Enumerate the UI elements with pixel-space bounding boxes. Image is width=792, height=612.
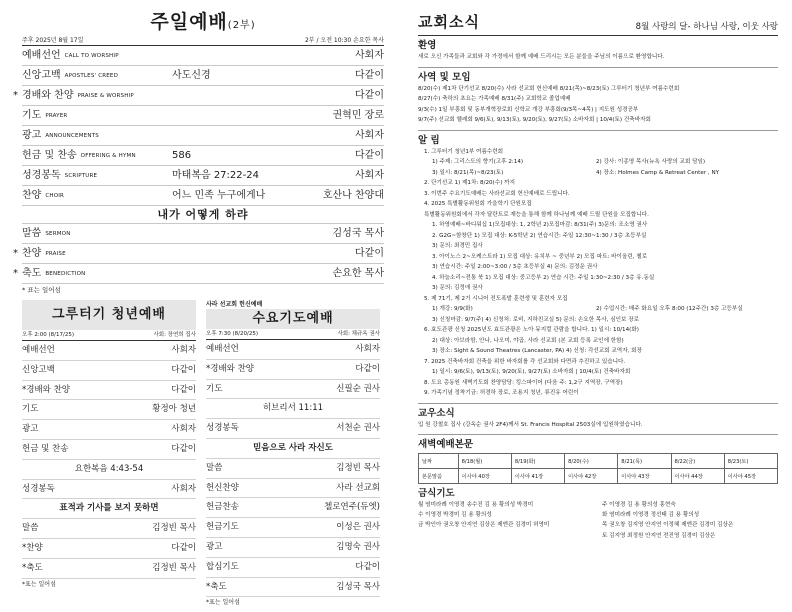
events-section — [418, 71, 778, 126]
notice-detail: 2) 강사: 이종영 목사(뉴욕 사랑의 교회 담임) — [596, 159, 706, 165]
service-item: 말씀 — [22, 523, 39, 534]
service-leader: 사라 선교회 — [336, 482, 380, 493]
service-item: *경배와 찬양 — [206, 363, 255, 374]
wed-footnote: *표는 일어섬 — [206, 599, 240, 607]
order-item-english: SCRIPTURE — [64, 173, 98, 179]
standing-marker: * — [13, 90, 18, 101]
dawn-date-cell: 8/22(금) — [671, 454, 724, 469]
service-item: 기도 — [22, 404, 39, 415]
service-item: 합심기도 — [206, 561, 239, 572]
service-leader: 황정아 청년 — [152, 404, 196, 415]
service-item: 헌금 및 찬송 — [22, 443, 69, 454]
service-item: 말씀 — [206, 462, 223, 473]
divider — [418, 67, 778, 68]
service-leader: 첼로연주(듀엣) — [324, 502, 380, 513]
dawn-section — [418, 438, 778, 484]
order-item-english: PRAYER — [45, 113, 68, 119]
standing-footnote: * 표는 일어섬 — [22, 286, 61, 294]
order-item-english: PRAISE — [45, 251, 66, 257]
service-item: 성경봉독 — [206, 423, 239, 434]
youth-time: 오후 2:00 (8/17/25) — [22, 332, 74, 338]
wed-time: 오후 7:30 (8/20/25) — [206, 331, 258, 337]
order-item-english: SERMON — [45, 231, 71, 237]
service-leader: 서천순 권사 — [336, 423, 380, 434]
dawn-text-cell: 이사야 41장 — [511, 469, 564, 484]
wed-leader: 사회: 채규옥 권사 — [337, 331, 380, 337]
youth-service — [22, 300, 196, 590]
scripture-reference — [206, 399, 380, 419]
service-item: 신앙고백 — [22, 364, 55, 375]
order-of-worship — [13, 46, 384, 206]
order-item-name: 축도 — [22, 268, 42, 279]
service-item: 성경봉독 — [22, 483, 55, 494]
order-row — [22, 46, 384, 66]
service-row — [22, 480, 196, 500]
service-leader: 다같이 — [171, 364, 196, 375]
service-date: 주후 2025년 8월 17일 — [22, 37, 84, 44]
order-row — [22, 146, 384, 166]
centered-text: 표적과 기사를 보지 못하면 — [59, 503, 159, 514]
order-item-name: 말씀 — [22, 228, 42, 239]
service-row — [22, 559, 196, 579]
service-item: 광고 — [206, 541, 223, 552]
news-theme: 8월 사랑의 달- 하나님 사랑, 이웃 사랑 — [635, 22, 778, 32]
order-item-leader: 사회자 — [355, 130, 384, 141]
service-leader: 다같이 — [171, 384, 196, 395]
dawn-title: 새벽예배본문 — [418, 439, 474, 450]
notice-line: 3. 이번주 수요기도예배는 사라선교회 헌신예배로 드립니다. — [424, 190, 570, 197]
notice-detail: 2) 수업시간: 매주 화요일 오후 8:00 (12주간) 3층 고등부실 — [596, 306, 743, 312]
notice-title: 알 림 — [418, 134, 440, 146]
event-line: 9/7(주) 선교회 헬레회 9/6(토), 9/13(토), 9/20(토), 9/27(토) 소바자회 | 10/4(토) 건축바자회 — [418, 117, 651, 123]
order-item-leader: 사회자 — [355, 50, 384, 61]
service-item: 예배선언 — [206, 344, 239, 354]
service-leader: 다같이 — [171, 542, 196, 553]
prayer-line: 월 염미라례 이영경 송수진 김 용 황의성 박경미 — [418, 502, 534, 508]
notice-detail: 1) 주제: 그리스도의 향기(고후 2:14) — [432, 159, 524, 165]
service-leader: 김명숙 권사 — [336, 541, 380, 552]
notice-line — [418, 168, 778, 179]
order-item-leader: 김성국 목사 — [332, 228, 384, 239]
order-item-leader: 다같이 — [355, 150, 384, 161]
dawn-date-cell: 8/21(목) — [618, 454, 671, 469]
service-leader: 다같이 — [171, 443, 196, 454]
notice-detail: 1) 개강: 9/9(화) — [432, 306, 473, 312]
notice-list — [418, 147, 778, 399]
order-item-english: CALL TO WORSHIP — [64, 53, 119, 59]
notice-line: 2) 대상: 아브라함, 안나, 나오미, 야곱, 사라 선교회 (본 교회 등록 교인에 한함) — [432, 337, 624, 344]
dawn-text-cell: 이사야 40장 — [458, 469, 511, 484]
dawn-table — [418, 453, 778, 484]
service-item: 헌신찬양 — [206, 482, 239, 493]
service-row — [22, 519, 196, 539]
order-of-worship-2 — [13, 224, 384, 284]
order-row — [22, 66, 384, 86]
order-row — [22, 166, 384, 186]
notice-line: 4. 하늘소리~전통 북 1) 모집 대상: 중고등부 2) 연습 시간: 주일 1:30~2:30 / 3층 유.동실 — [432, 274, 655, 281]
standing-marker: * — [13, 248, 18, 259]
notice-line: 1) 일시: 9/6(토), 9/13(토), 9/20(토), 9/27(토) 소바자회 | 10/4(토) 건축바자회 — [432, 369, 631, 375]
service-leader: 사회자 — [171, 424, 196, 435]
order-item-name: 예배선언 — [22, 50, 61, 61]
order-item-english: PRAISE & WORSHIP — [77, 93, 134, 99]
service-row — [206, 558, 380, 578]
service-item: *축도 — [206, 581, 227, 592]
events-title: 사역 및 모임 — [418, 71, 471, 83]
events-list — [418, 84, 778, 126]
notice-line — [418, 157, 778, 168]
service-leader: 사회자 — [171, 345, 196, 355]
order-item-name: 기도 — [22, 110, 42, 121]
prayer-schedule — [418, 500, 778, 541]
order-row — [13, 244, 384, 264]
centered-text: 믿음으로 사라 자신도 — [253, 442, 333, 453]
notice-line: 3) 연습시간: 주일 2:00~3:00 / 3층 초등부실 4) 문의: 김정운 권사 — [432, 264, 598, 270]
service-row — [22, 420, 196, 440]
order-item-leader: 다같이 — [355, 248, 384, 259]
service-row — [206, 360, 380, 380]
service-leader: 김정빈 목사 — [336, 462, 380, 473]
order-item-leader: 호산나 찬양대 — [322, 190, 384, 201]
service-item: 헌금기도 — [206, 522, 239, 533]
order-item-leader: 손요한 목사 — [332, 268, 384, 279]
service-leader: 김성국 목사 — [336, 581, 380, 592]
order-item-name: 헌금 및 찬송 — [22, 150, 77, 161]
order-item-leader: 다같이 — [355, 70, 384, 81]
notice-line: 2. 단기선교 1) 제1차: 8/20(수) 까지 — [424, 180, 515, 186]
order-item-english: ANNOUNCEMENTS — [45, 133, 99, 139]
service-row — [22, 400, 196, 420]
notice-line: 1. 그루터기 청년1부 여름수련회 — [424, 148, 504, 155]
service-meta — [22, 36, 384, 46]
service-row — [206, 538, 380, 558]
order-item-detail: 어느 민족 누구에게나 — [172, 190, 266, 201]
prayer-col-right — [602, 500, 778, 541]
notice-line: 1. 하영예배~바디워십 1)모집대상: 1, 2학년 2)모집마감: 8/31(주) 3)문의: 조소영 권사 — [432, 222, 648, 228]
prayer-line: 금 박인아 권오창 안지연 김상은 제엔관 김경미 허영미 — [418, 522, 550, 529]
service-item: *찬양 — [22, 542, 43, 553]
service-leader: 김정빈 목사 — [152, 523, 196, 534]
wed-title: 수요기도예배 — [206, 309, 380, 329]
order-item-name: 찬양 — [22, 190, 42, 201]
notice-line: 2. G2G~함창단 1) 모집 대상: K-5학년 2) 연습시간: 주일 12:30~1:30 / 3층 초등부실 — [432, 232, 647, 239]
service-row — [206, 578, 380, 598]
service-leader: 신필순 권사 — [336, 383, 380, 394]
divider — [418, 130, 778, 131]
service-title-text: 주일예배 — [150, 11, 228, 33]
service-leader: 이성은 권사 — [336, 522, 380, 533]
order-item-detail: 사도신경 — [172, 70, 211, 81]
notice-line: 6. 효도관광 신청 2025년도 효도관광은 노아 뮤지컬 관람을 합니다. 1) 일시: 10/14(화) — [424, 327, 639, 333]
service-leader: 다같이 — [355, 363, 380, 374]
wed-order — [206, 340, 380, 597]
service-title — [22, 8, 384, 36]
order-row — [22, 186, 384, 206]
dawn-date-cell: 8/23(토) — [724, 454, 777, 469]
notice-line: 4. 2025 특별활동위원회 가을학기 단원모집 — [424, 201, 532, 207]
service-row — [22, 440, 196, 460]
news-header — [418, 8, 778, 36]
service-item: *경배와 찬양 — [22, 384, 71, 395]
order-item-name: 광고 — [22, 130, 42, 141]
notice-line: 3) 장소: Sight & Sound Theatres (Lancaster, PA) 4) 신청: 각선교회 교역자, 회장 — [432, 348, 642, 354]
order-row — [13, 86, 384, 106]
service-row — [206, 340, 380, 360]
service-row — [206, 459, 380, 479]
order-item-name: 성경봉독 — [22, 170, 61, 181]
event-line: 9/3(수) 1일 부흥회 및 동부개혁장로회 신학교 개강 부흥회(9/3목~4목) | 지도원 성경공부 — [418, 106, 639, 113]
dawn-text-row — [419, 469, 778, 484]
sermon-title: 내가 어떻게 하랴 — [22, 206, 384, 224]
order-item-name: 경배와 찬양 — [22, 90, 74, 101]
notice-line: 3) 신청마감: 9/7(주) 4) 신청처: 로비, 지하친교실 5) 문의: 손요한 목사, 심인보 장로 — [432, 316, 640, 323]
service-leader: 김정빈 목사 — [152, 562, 196, 573]
welcome-title: 환영 — [418, 40, 437, 51]
service-item: *축도 — [22, 562, 43, 573]
notice-detail: 4) 장소: Holmes Camp & Retreat Center , NY — [596, 169, 720, 176]
service-item: 헌금찬송 — [206, 502, 239, 513]
service-row — [206, 419, 380, 439]
service-time-leader: 2부 / 오전 10:30 손요한 목사 — [304, 37, 384, 44]
notice-line — [418, 304, 778, 315]
order-item-english: OFFERING & HYMN — [80, 153, 136, 159]
prayer-line: 주 이영경 김 용 황의성 홍현숙 — [602, 502, 676, 508]
prayer-title: 금식기도 — [418, 488, 455, 499]
service-row — [206, 380, 380, 400]
news-title: 교회소식 — [418, 13, 480, 31]
visit-title: 교우소식 — [418, 407, 455, 419]
service-row — [22, 361, 196, 381]
dawn-date-cell: 8/18(월) — [458, 454, 511, 469]
divider — [418, 434, 778, 435]
prayer-section — [418, 487, 778, 541]
prayer-line: 수 이영경 박경미 김 용 황의성 — [418, 512, 492, 519]
notice-line: 3. 아이노스 2~오케스트라 1) 모집 대상: 유치부 ~ 중년부 2) 모집 파트: 바이올린, 첼로 — [432, 253, 648, 260]
service-item: 광고 — [22, 424, 39, 435]
sermon-title — [22, 499, 196, 519]
service-leader: 사회자 — [171, 483, 196, 494]
visit-section — [418, 407, 778, 431]
notice-line: 9. 가족기념 정착기금: 허경하 장로, 조용지 청년, 류진유 어린이 — [424, 390, 579, 396]
dawn-text-cell: 본문말씀 — [419, 469, 459, 484]
order-item-english: APOSTLES' CREED — [64, 73, 119, 79]
visit-text: 입 원 강철호 집사 (강옥순 권사 2F4)께서 St. Francis Hospital 2503실에 입원하였습니다. — [418, 421, 643, 428]
notice-line: 3) 문의: 김정애 권사 — [432, 285, 483, 291]
order-item-name: 찬양 — [22, 248, 42, 259]
order-item-leader: 사회자 — [355, 170, 384, 181]
dawn-date-cell: 8/20(수) — [565, 454, 618, 469]
service-row — [206, 498, 380, 518]
notice-section — [418, 134, 778, 399]
prayer-line: 토 김지영 최정원 안지연 전진영 김경미 김상은 — [602, 532, 716, 539]
notice-detail: 3) 일시: 8/21(목)~8/23(토) — [432, 169, 504, 176]
order-item-leader: 권혁민 장로 — [332, 110, 384, 121]
youth-title: 그루터기 청년예배 — [22, 300, 196, 330]
order-item-name: 신앙고백 — [22, 70, 61, 81]
service-row — [22, 341, 196, 361]
centered-text: 요한복음 4:43-54 — [74, 463, 144, 474]
prayer-col-left — [418, 500, 594, 541]
prayer-line: 화 염미라례 이영경 정선태 김 용 황의성 — [602, 512, 700, 519]
order-item-detail: 마태복음 27:22-24 — [172, 170, 259, 181]
order-row — [13, 264, 384, 284]
order-item-leader: 다같이 — [355, 90, 384, 101]
centered-text: 히브리서 11:11 — [262, 403, 324, 414]
dawn-text-cell: 이사야 43장 — [618, 469, 671, 484]
notice-line: 5. 제 71기, 제 2기 시니어 전도폭발 훈련생 및 훈련자 모집 — [424, 295, 568, 302]
service-row — [22, 381, 196, 401]
service-item: 기도 — [206, 383, 223, 394]
dawn-text-cell: 이사야 45장 — [724, 469, 777, 484]
divider — [418, 403, 778, 404]
right-panel — [396, 0, 792, 612]
dawn-text-cell: 이사야 42장 — [565, 469, 618, 484]
service-title-sub: (2부) — [227, 20, 256, 31]
order-row — [22, 106, 384, 126]
notice-line: 특별활동위원회에서 각자 달란트로 재능을 통해 함께 하나님께 예배 드릴 단원을 모집합니다. — [424, 211, 649, 218]
dawn-date-cell: 8/19(화) — [511, 454, 564, 469]
notice-line: 3) 문의: 최경민 집사 — [432, 243, 483, 249]
service-leader: 사회자 — [355, 344, 380, 354]
youth-footnote: *표는 일어섬 — [22, 580, 56, 588]
dawn-header-row — [419, 454, 778, 469]
service-item: 예배선언 — [22, 345, 55, 355]
notice-line: 8. 도요 총동원 새벽기도회 찬양담당: 킹스파이어 (다음 주: 1,2구 지역장, 구역장) — [424, 379, 623, 386]
youth-order — [22, 341, 196, 579]
notice-line: 7. 2025 건축바자회 건축을 위한 바자회를 각 선교회와 다면과 추진하고 있습니다. — [424, 358, 626, 365]
event-line: 8/27(수) 축하의 초요는 가족예배 8/31(주) 교회학교 졸업예배 — [418, 96, 571, 102]
prayer-line: 목 권오창 김지영 안지연 이정혜 제엔관 김경미 김상은 — [602, 522, 734, 529]
youth-leader: 사회: 장연희 집사 — [153, 332, 196, 338]
wed-meta — [206, 329, 380, 340]
dawn-date-cell: 날짜 — [419, 454, 459, 469]
welcome-text: 새로 오신 가족들과 교회와 각 가정에서 함께 예배 드리시는 모든 분들을 주님의 이름으로 환영합니다. — [418, 54, 665, 60]
sermon-title — [206, 439, 380, 459]
youth-meta — [22, 330, 196, 341]
service-leader: 다같이 — [355, 561, 380, 572]
order-row — [22, 126, 384, 146]
standing-marker: * — [13, 268, 18, 279]
service-row — [22, 539, 196, 559]
welcome-section — [418, 39, 778, 63]
order-item-english: BENEDICTION — [45, 271, 86, 277]
event-line: 8/20(수) 제1차 단기선교 8/20(수) 사라 선교회 헌신예배 8/21(목)~8/23(토) 그루터기 청년부 여름수련회 — [418, 85, 680, 92]
scripture-reference — [22, 460, 196, 480]
wednesday-service — [206, 300, 380, 608]
service-row — [206, 518, 380, 538]
order-row — [22, 224, 384, 244]
dawn-text-cell: 이사야 44장 — [671, 469, 724, 484]
service-row — [206, 479, 380, 499]
order-item-english: CHOIR — [45, 193, 65, 199]
wed-org: 사라 선교회 헌신예배 — [206, 301, 263, 308]
order-item-detail: 586 — [172, 150, 192, 161]
